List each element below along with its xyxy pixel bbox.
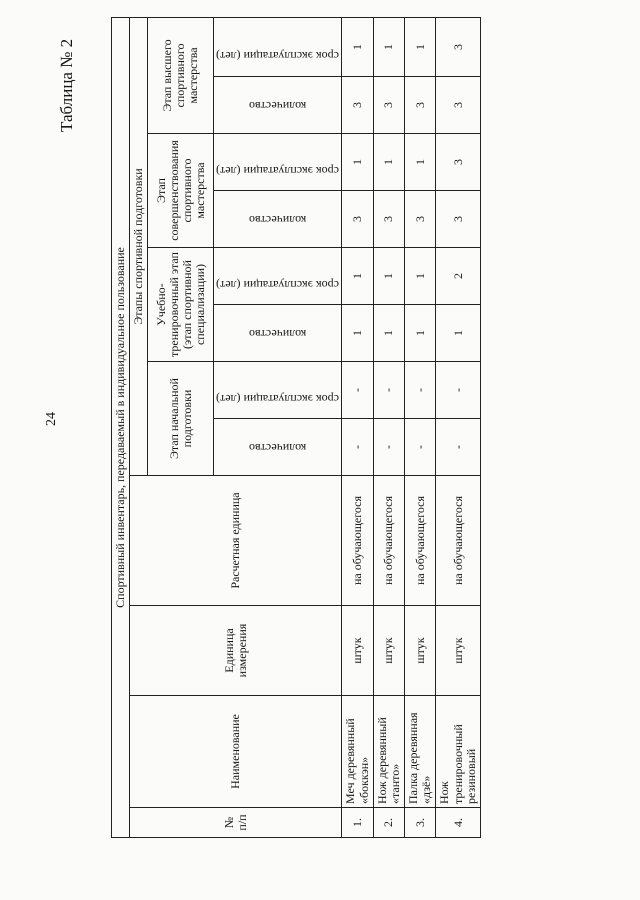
row-value: - <box>436 362 481 419</box>
subheader-term <box>214 17 342 76</box>
table-label: Таблица № 2 <box>57 38 76 132</box>
row-num: 1. <box>342 808 373 838</box>
row-calc: на обучающегося <box>342 476 373 606</box>
rotated-table-wrapper <box>111 18 481 838</box>
row-value: 1 <box>405 17 436 76</box>
equipment-table <box>111 17 481 838</box>
row-value: 1 <box>436 305 481 362</box>
page-number: 24 <box>44 412 59 426</box>
stage-header-3: Этап совершенствования спортивного мастерства <box>148 134 214 248</box>
row-value: 1 <box>373 134 404 191</box>
stages-header: Этапы спортивной подготовки <box>130 17 148 475</box>
row-value: - <box>373 362 404 419</box>
subheader-qty-text: количество <box>249 326 307 341</box>
row-num: 3. <box>405 808 436 838</box>
row-value: 1 <box>405 248 436 305</box>
subheader-qty <box>214 419 342 476</box>
subheader-term <box>214 248 342 305</box>
row-value: 1 <box>342 305 373 362</box>
row-value: 3 <box>436 17 481 76</box>
row-name: Палка деревянная «дзё» <box>405 696 436 808</box>
row-calc: на обучающегося <box>373 476 404 606</box>
row-value: 3 <box>342 77 373 134</box>
header-num: № п/п <box>130 808 342 838</box>
row-unit: штук <box>342 606 373 696</box>
row-value: 3 <box>405 191 436 248</box>
header-calc: Расчетная единица <box>130 476 342 606</box>
row-calc: на обучающегося <box>405 476 436 606</box>
row-unit: штук <box>373 606 404 696</box>
stage-header-2: Учебно-тренировочный этап (этап спортивной специализации) <box>148 248 214 362</box>
subheader-qty <box>214 77 342 134</box>
row-unit: штук <box>436 606 481 696</box>
row-calc: на обучающегося <box>436 476 481 606</box>
subheader-term <box>214 134 342 191</box>
header-name: Наименование <box>130 696 342 808</box>
main-header: Спортивный инвентарь, передаваемый в индивидуальное пользование <box>112 17 130 837</box>
stage-header-1: Этап начальной подготовки <box>148 362 214 476</box>
row-value: 1 <box>342 134 373 191</box>
row-value: 1 <box>373 248 404 305</box>
subheader-term-text: срок эксплуатации (лет) <box>216 164 340 178</box>
row-value: 1 <box>342 248 373 305</box>
row-value: 3 <box>373 191 404 248</box>
subheader-term-text: срок эксплуатации (лет) <box>216 48 340 63</box>
row-name: Нож тренировочный резиновый <box>436 696 481 808</box>
row-value: 1 <box>342 17 373 76</box>
subheader-qty <box>214 305 342 362</box>
stage-header-4: Этап высшего спортивного мастерства <box>148 17 214 133</box>
subheader-term <box>214 362 342 419</box>
row-value: - <box>405 362 436 419</box>
row-value: - <box>405 419 436 476</box>
row-value: 1 <box>373 17 404 76</box>
subheader-term-text: срок эксплуатации (лет) <box>216 278 340 292</box>
row-value: 3 <box>436 134 481 191</box>
row-value: - <box>436 419 481 476</box>
subheader-qty-text: количество <box>249 440 307 455</box>
table-row <box>405 17 436 837</box>
row-value: 1 <box>405 134 436 191</box>
row-value: 1 <box>405 305 436 362</box>
row-name: Меч деревянный «боккэн» <box>342 696 373 808</box>
row-value: 3 <box>373 77 404 134</box>
header-unit: Единица измерения <box>130 606 342 696</box>
row-num: 4. <box>436 808 481 838</box>
row-value: - <box>373 419 404 476</box>
row-name: Нож деревянный «танто» <box>373 696 404 808</box>
subheader-qty-text: количество <box>249 212 307 227</box>
subheader-qty <box>214 191 342 248</box>
row-value: 1 <box>373 305 404 362</box>
subheader-qty-text: количество <box>249 98 307 113</box>
row-value: 3 <box>342 191 373 248</box>
row-value: 3 <box>436 77 481 134</box>
row-value: - <box>342 362 373 419</box>
table-row <box>342 17 373 837</box>
table-row <box>436 17 481 837</box>
table-row <box>373 17 404 837</box>
subheader-term-text: срок эксплуатации (лет) <box>216 392 340 406</box>
row-num: 2. <box>373 808 404 838</box>
row-unit: штук <box>405 606 436 696</box>
row-value: - <box>342 419 373 476</box>
row-value: 3 <box>405 77 436 134</box>
row-value: 2 <box>436 248 481 305</box>
row-value: 3 <box>436 191 481 248</box>
